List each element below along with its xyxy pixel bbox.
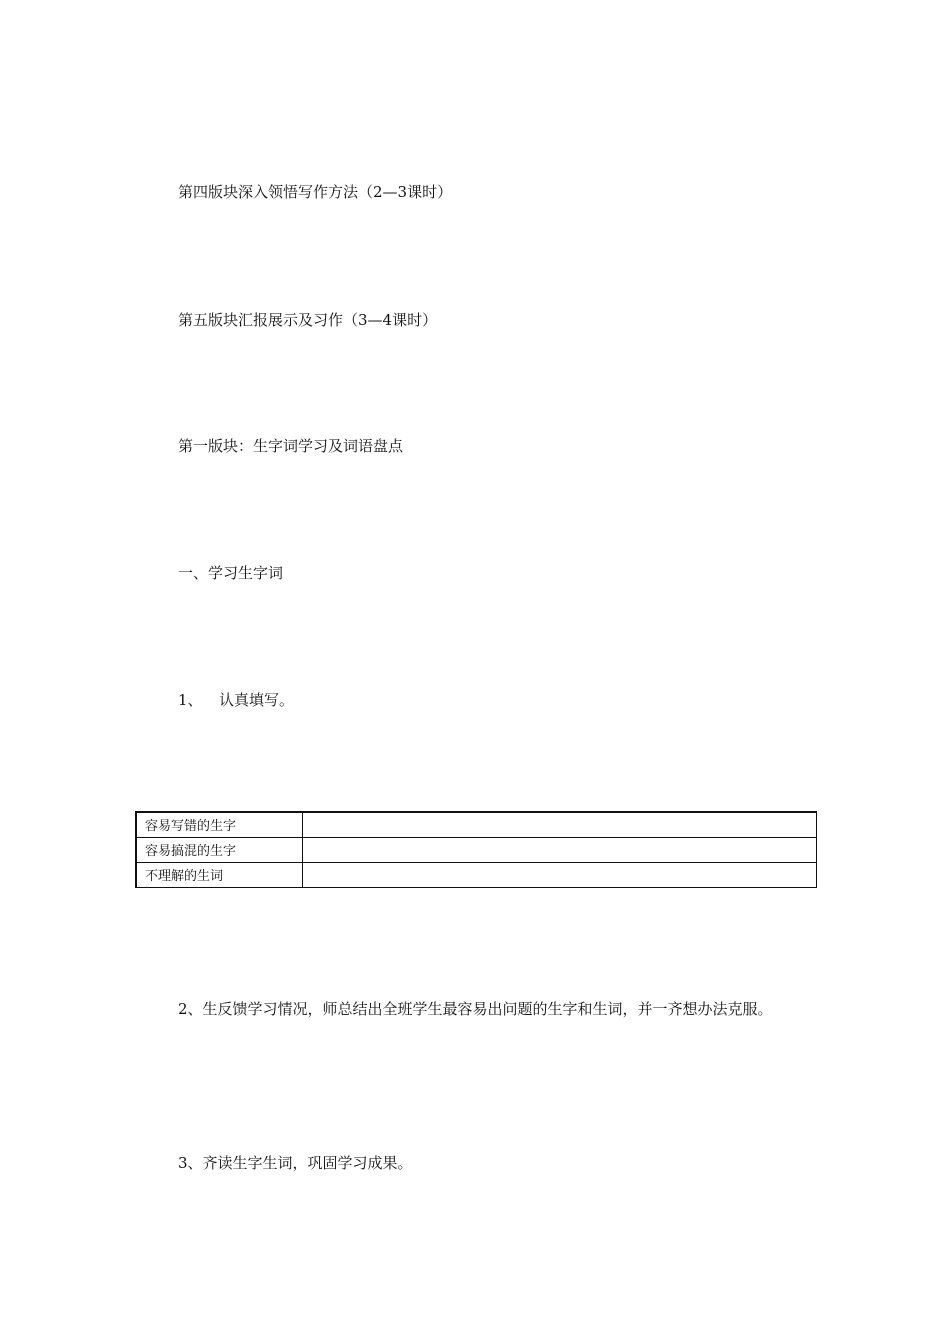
fill-in-table	[135, 811, 817, 888]
part1-heading: 一、学习生字词	[178, 564, 284, 582]
block4-heading: 第四版块深入领悟写作方法（2—3课时）	[178, 183, 453, 201]
answer-cell[interactable]	[303, 812, 817, 838]
step-1-number: 1、	[178, 691, 203, 709]
step-1-text: 认真填写。	[219, 691, 295, 709]
row-label: 容易搞混的生字	[136, 838, 303, 863]
step-1	[178, 689, 294, 711]
step-2-text: 2、生反馈学习情况，师总结出全班学生最容易出问题的生字和生词，并一齐想办法克服。	[178, 1000, 773, 1018]
block5-heading: 第五版块汇报展示及习作（3—4课时）	[178, 311, 438, 329]
step-3-text: 3、齐读生字生词，巩固学习成果。	[178, 1154, 413, 1172]
answer-cell[interactable]	[303, 838, 817, 863]
table-row	[136, 812, 817, 838]
row-label: 容易写错的生字	[136, 812, 303, 838]
row-label: 不理解的生词	[136, 863, 303, 888]
answer-cell[interactable]	[303, 863, 817, 888]
table-row	[136, 838, 817, 863]
table-row	[136, 863, 817, 888]
block1-heading: 第一版块：生字词学习及词语盘点	[178, 437, 404, 455]
